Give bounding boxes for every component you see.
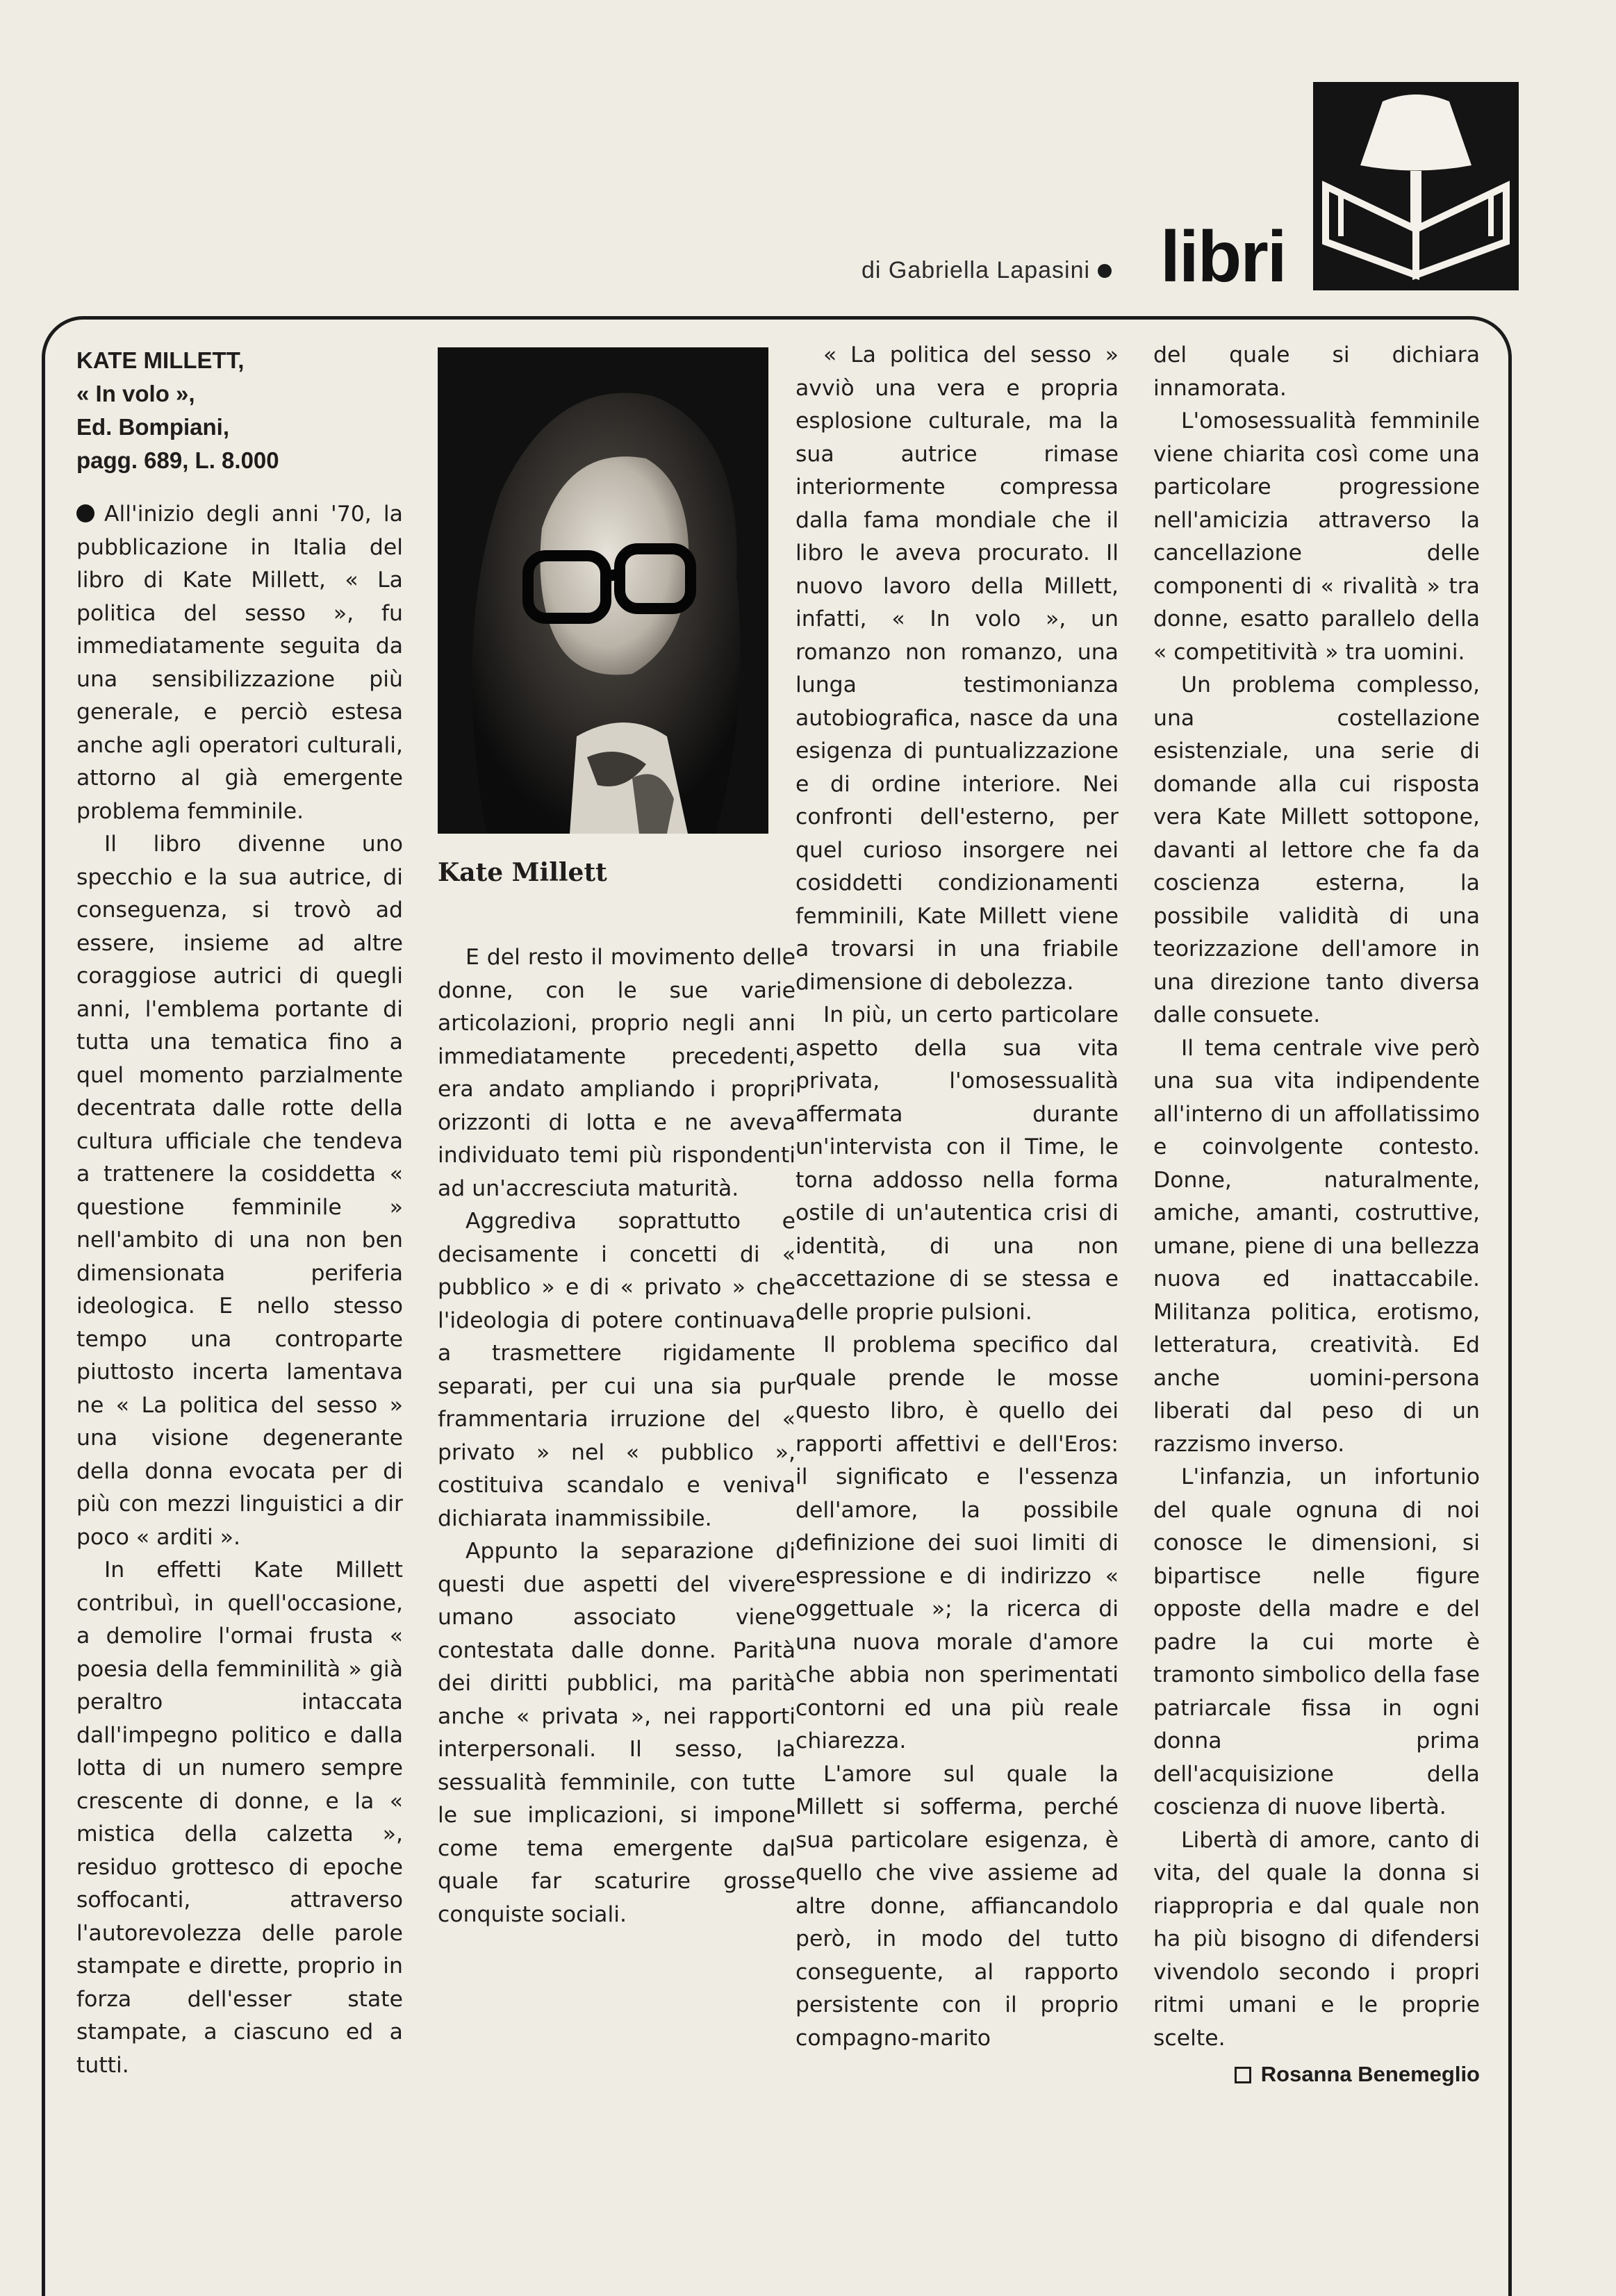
paragraph: Il libro divenne uno specchio e la sua autrice, di conseguenza, si trovò ad essere, insieme ad altre coraggiose autrici di quegli anni, l'emblema portante di tutta una tematica fino a quel momento parzialmente decentrata dalle rotte della cultura ufficiale che tendeva a trattenere la cosiddetta « questione femminile » nell'ambito di una non ben dimensionata periferia ideologica. E nello stesso tempo una controparte piuttosto incerta lamentava ne « La politica del sesso » una visione degenerante della donna evocata per di più con mezzi linguistici a dir poco « arditi ». xyxy=(76,832,403,1550)
bullet-icon xyxy=(76,504,94,522)
paragraph: L'amore sul quale la Millett si sofferma, perché sua particolare esigenza, è quello che vive assieme ad altre donne, affiancandolo però, in modo del tutto conseguente, al rapporto persistente con il proprio compagno-marito xyxy=(795,1761,1119,2051)
byline-bullet xyxy=(1098,264,1112,278)
paragraph: L'infanzia, un infortunio del quale ognuna di noi conosce le dimensioni, si bipartisce nelle figure opposte della madre e del padre la cui morte è tramonto simbolico della fase patriarcale fissa in ogni donna prima dell'acquisizione della coscienza di nuove libertà. xyxy=(1153,1464,1480,1819)
paragraph: Il tema centrale vive però una sua vita indipendente all'interno di un affollatissimo e coinvolgente contesto. Donne, naturalmente, amiche, amanti, costruttive, umane, piene di una bellezza nuova ed inattaccabile. Militanza politica, erotismo, letteratura, creatività. Ed anche uomini-persona liberati dal peso di un razzismo inverso. xyxy=(1153,1035,1480,1457)
section-title: libri xyxy=(1160,217,1286,297)
article-column-2 xyxy=(438,941,795,1931)
article-column-4 xyxy=(1153,339,1480,2091)
book-details: pagg. 689, L. 8.000 xyxy=(76,447,279,473)
paragraph: L'omosessualità femminile viene chiarita così come una particolare progressione nell'amicizia attraverso la cancellazione delle componenti di « rivalità » tra donne, esatto parallelo della « competitività » tra uomini. xyxy=(1153,408,1480,665)
book-title: « In volo », xyxy=(76,381,195,406)
article-column-1 xyxy=(76,344,403,2082)
paragraph: del quale si dichiara innamorata. xyxy=(1153,342,1480,401)
paragraph: « La politica del sesso » avviò una vera e propria esplosione culturale, ma la sua autrice rimase interiormente compressa dalla fama mondiale che il libro le aveva procurato. Il nuovo lavoro della Millett, infatti, « In volo », un romanzo non romanzo, una lunga testimonianza autobiografica, nasce da una esigenza di puntualizzazione e di ordine interiore. Nei confronti dell'esterno, per quel curioso insorgere nei cosiddetti condizionamenti femminili, Kate Millett viene a trovarsi in una friabile dimensione di debolezza. xyxy=(795,342,1119,995)
book-publisher: Ed. Bompiani, xyxy=(76,414,230,440)
byline: di Gabriella Lapasini xyxy=(861,257,1091,283)
author-signature: Rosanna Benemeglio xyxy=(1153,2058,1480,2091)
paragraph: Aggrediva soprattutto e decisamente i concetti di « pubblico » e di « privato » che l'ideologia di potere continuava a trasmettere rigidamente separati, per cui una sia pur frammentaria irruzione del « privato » nel « pubblico », costituiva scandalo e veniva dichiarata inammissibile. xyxy=(438,1209,795,1531)
paragraph: E del resto il movimento delle donne, con le sue varie articolazioni, proprio negli anni immediatamente precedenti, era andato ampliando i propri orizzonti di lotta e ne aveva individuato temi più rispondenti ad un'accresciuta maturità. xyxy=(438,945,795,1201)
paragraph: In effetti Kate Millett contribuì, in quell'occasione, a demolire l'ormai frusta « poesia della femminilità » già peraltro intaccata dall'impegno politico e dalla lotta di un numero sempre crescente di donne, e la « mistica della calzetta », residuo grottesco di epoche soffocanti, attraverso l'autorevolezza delle parole stampate e dirette, proprio in forza dell'esser state stampate, a ciascuno ed a tutti. xyxy=(76,1558,403,2078)
article-column-3 xyxy=(795,339,1119,2055)
book-author: KATE MILLETT, xyxy=(76,347,245,373)
paragraph: In più, un certo particolare aspetto della sua vita privata, l'omosessualità affermata durante un'intervista con il Time, le torna addosso nella forma ostile di un'autentica crisi di identità, di una non accettazione di se stessa e delle proprie pulsioni. xyxy=(795,1002,1119,1325)
paragraph: Il problema specifico dal quale prende le mosse questo libro, è quello dei rapporti affettivi e dell'Eros: il significato e l'essenza dell'amore, la possibile definizione dei suoi limiti di espressione e di indirizzo « oggettuale »; la ricerca di una nuova morale d'amore che abbia non sperimentati contorni ed una più reale chiarezza. xyxy=(795,1332,1119,1753)
lamp-and-open-book-icon xyxy=(1313,82,1519,290)
photo-caption: Kate Millett xyxy=(438,858,607,887)
paragraph: Un problema complesso, una costellazione esistenziale, una serie di domande alla cui risposta vera Kate Millett sottopone, davanti al lettore che fa da coscienza esterna, la possibile validità di una teorizzazione dell'amore in una direzione tanto diversa dalle consuete. xyxy=(1153,672,1480,1027)
paragraph: All'inizio degli anni '70, la pubblicazione in Italia del libro di Kate Millett, « La politica del sesso », fu immediatamente seguita da una sensibilizzazione più generale, e perciò estesa anche agli operatori culturali, attorno al già emergente problema femminile. xyxy=(76,502,403,824)
paragraph: Appunto la separazione di questi due aspetti del vivere umano associato viene contestata dalle donne. Parità dei diritti pubblici, ma parità anche « privata », nei rapporti interpersonali. Il sesso, la sessualità femminile, con tutte le sue implicazioni, si impone come tema emergente dal quale far scaturire grosse conquiste sociali. xyxy=(438,1539,795,1927)
author-portrait-photo xyxy=(438,347,768,834)
book-info xyxy=(76,344,403,477)
end-mark-icon xyxy=(1235,2067,1251,2083)
paragraph: Libertà di amore, canto di vita, del quale la donna si riappropria e dal quale non ha più bisogno di difendersi vivendolo secondo i propri ritmi umani e le proprie scelte. xyxy=(1153,1827,1480,2051)
